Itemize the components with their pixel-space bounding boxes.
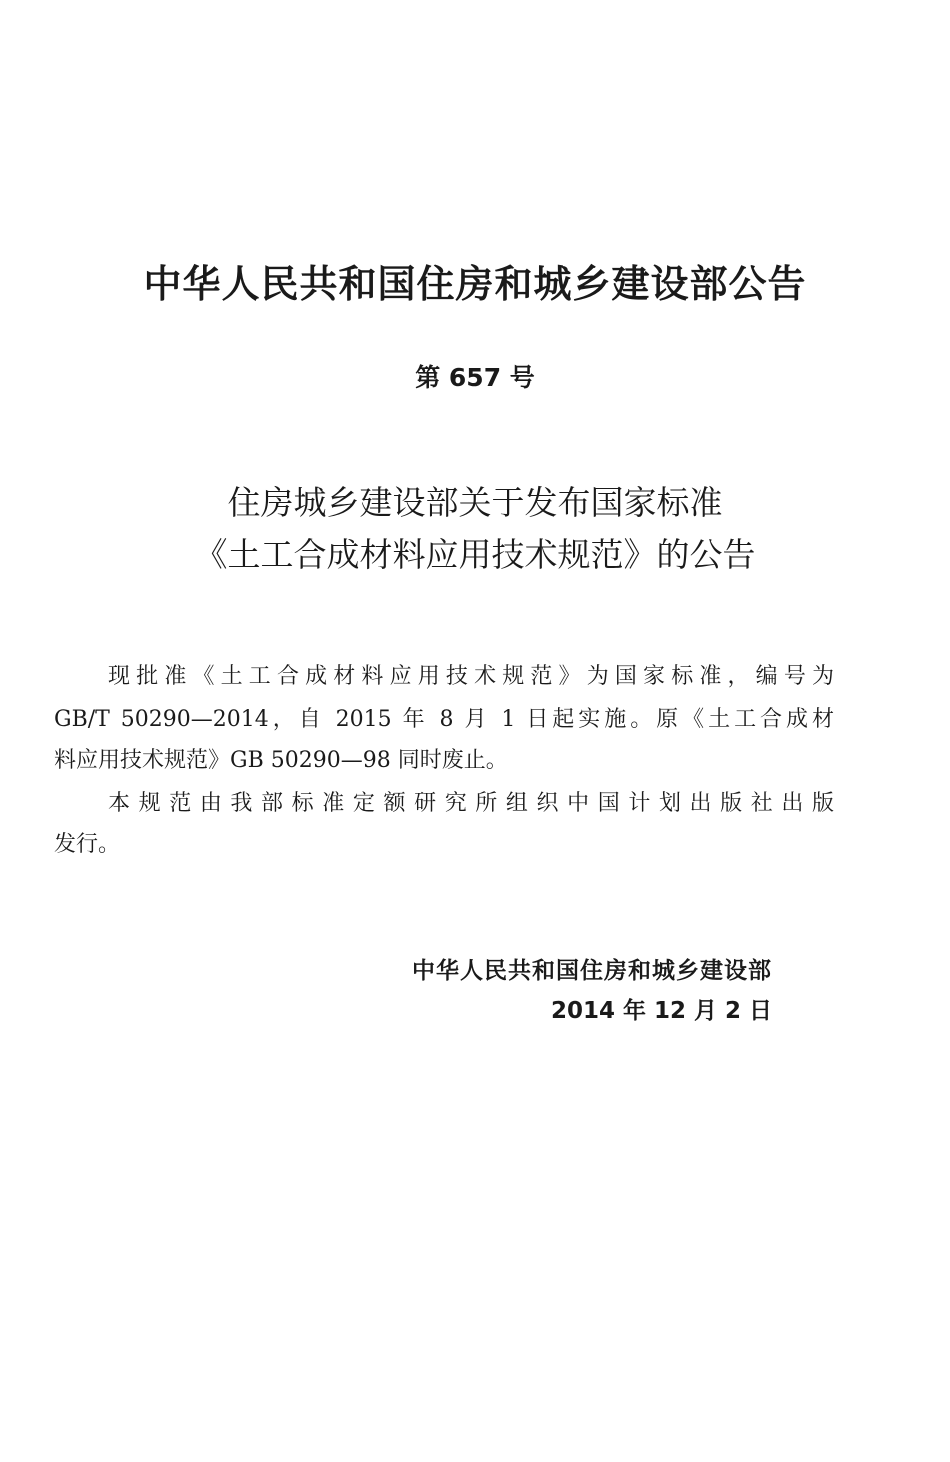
body-paragraph-1-line-3: 料应用技术规范》GB 50290—98 同时废止。 — [54, 748, 508, 773]
body-paragraph-2-line-1: 本规范由我部标准定额研究所组织中国计划出版社出版 — [108, 791, 834, 816]
body-paragraph-1-line-1: 现批准《土工合成材料应用技术规范》为国家标准，编号为 — [108, 664, 834, 689]
body-paragraph-2-line-2: 发行。 — [54, 832, 121, 857]
signature-organization: 中华人民共和国住房和城乡建设部 — [412, 958, 772, 984]
body-paragraph-1-line-2: GB/T 50290—2014，自 2015 年 8 月 1 日起实施。原《土工合成材 — [54, 707, 834, 732]
announcement-title-line-1: 住房城乡建设部关于发布国家标准 — [227, 483, 723, 522]
announcement-heading: 中华人民共和国住房和城乡建设部公告 — [143, 262, 807, 306]
announcement-title-line-2: 《土工合成材料应用技术规范》的公告 — [194, 535, 756, 574]
signature-date: 2014 年 12 月 2 日 — [550, 998, 772, 1024]
announcement-number: 第 657 号 — [415, 363, 535, 392]
